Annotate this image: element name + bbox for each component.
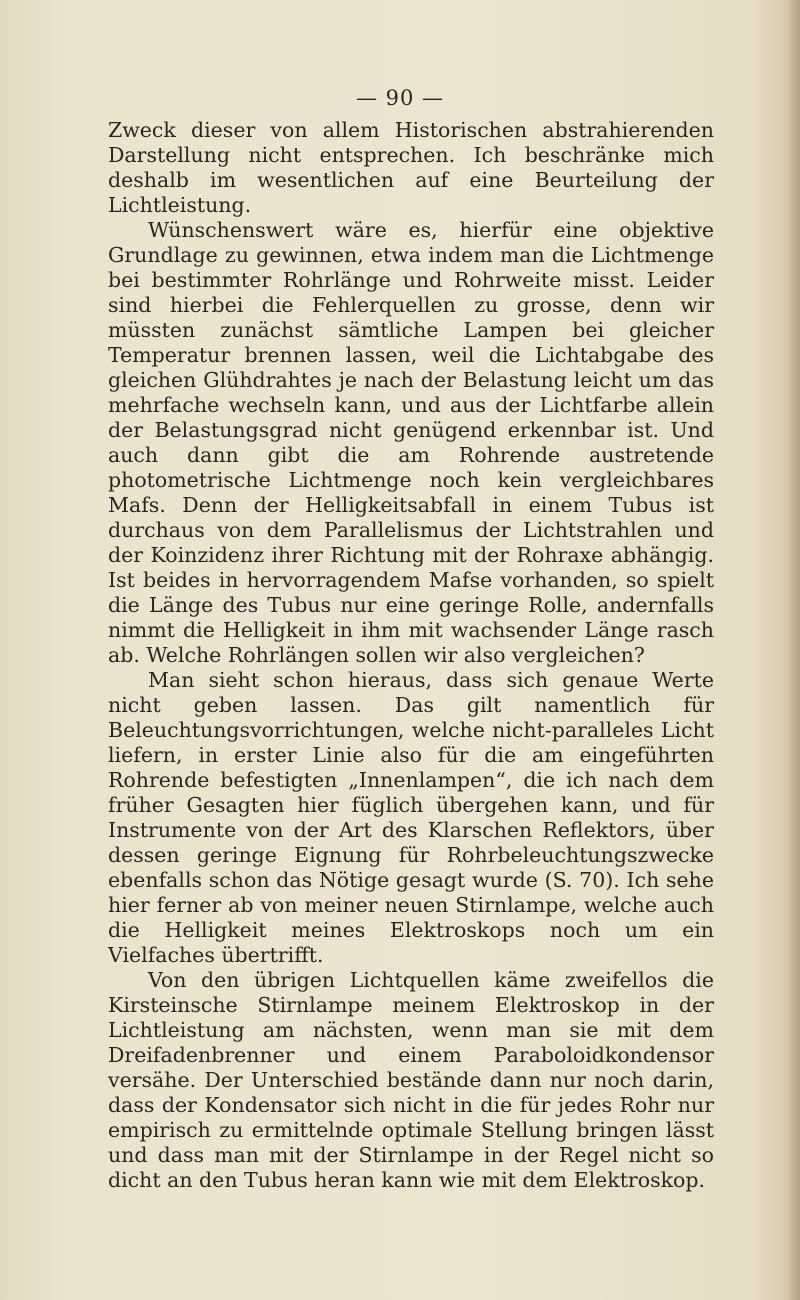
paragraph-2: Wünschenswert wäre es, hierfür eine objektive Grundlage zu gewinnen, etwa indem man die Lichtmenge bei bestimmter Rohrlänge und Rohrweite misst. Leider sind hierbei die Fehlerquellen zu grosse, denn wir müssten zunächst sämtliche Lampen bei gleicher Temperatur brennen lassen, weil die Lichtabgabe des gleichen Glühdrahtes je nach der Belastung leicht um das mehrfache wechseln kann, und aus der Lichtfarbe allein der Belastungsgrad nicht genügend erkennbar ist. Und auch dann gibt die am Rohrende austretende photometrische Lichtmenge noch kein vergleichbares Mafs. Denn der Helligkeitsabfall in einem Tubus ist durchaus von dem Parallelismus der Lichtstrahlen und der Koinzidenz ihrer Richtung mit der Rohraxe abhängig. Ist beides in hervorragendem Mafse vorhanden, so spielt die Länge des Tubus nur eine geringe Rolle, andernfalls nimmt die Helligkeit in ihm mit wachsender Länge rasch ab. Welche Rohrlängen sollen wir also vergleichen? [108, 218, 714, 667]
page-edge-shadow [786, 0, 800, 1300]
paragraph-4: Von den übrigen Lichtquellen käme zweifellos die Kirsteinsche Stirnlampe meinem Elektroskop in der Lichtleistung am nächsten, wenn man sie mit dem Dreifadenbrenner und einem Paraboloidkondensor versähe. Der Unterschied bestände dann nur noch darin, dass der Kondensator sich nicht in die für jedes Rohr nur empirisch zu ermittelnde optimale Stellung bringen lässt und dass man mit der Stirnlampe in der Regel nicht so dicht an den Tubus heran kann wie mit dem Elektroskop. [108, 968, 714, 1192]
paragraph-3: Man sieht schon hieraus, dass sich genaue Werte nicht geben lassen. Das gilt namentlich für Beleuchtungsvorrichtungen, welche nicht-paralleles Licht liefern, in erster Linie also für die am eingeführten Rohrende befestigten „Innenlampen“, die ich nach dem früher Gesagten hier füglich übergehen kann, und für Instrumente von der Art des Klarschen Reflektors, über dessen geringe Eignung für Rohrbeleuchtungszwecke ebenfalls schon das Nötige gesagt wurde (S. 70). Ich sehe hier ferner ab von meiner neuen Stirnlampe, welche auch die Helligkeit meines Elektroskops noch um ein Vielfaches übertrifft. [108, 668, 714, 967]
body-text [108, 118, 714, 1193]
paragraph-1: Zweck dieser von allem Historischen abstrahierenden Darstellung nicht entsprechen. Ich beschränke mich deshalb im wesentlichen auf eine Beurteilung der Lichtleistung. [108, 118, 714, 217]
page-number: — 90 — [355, 86, 445, 110]
